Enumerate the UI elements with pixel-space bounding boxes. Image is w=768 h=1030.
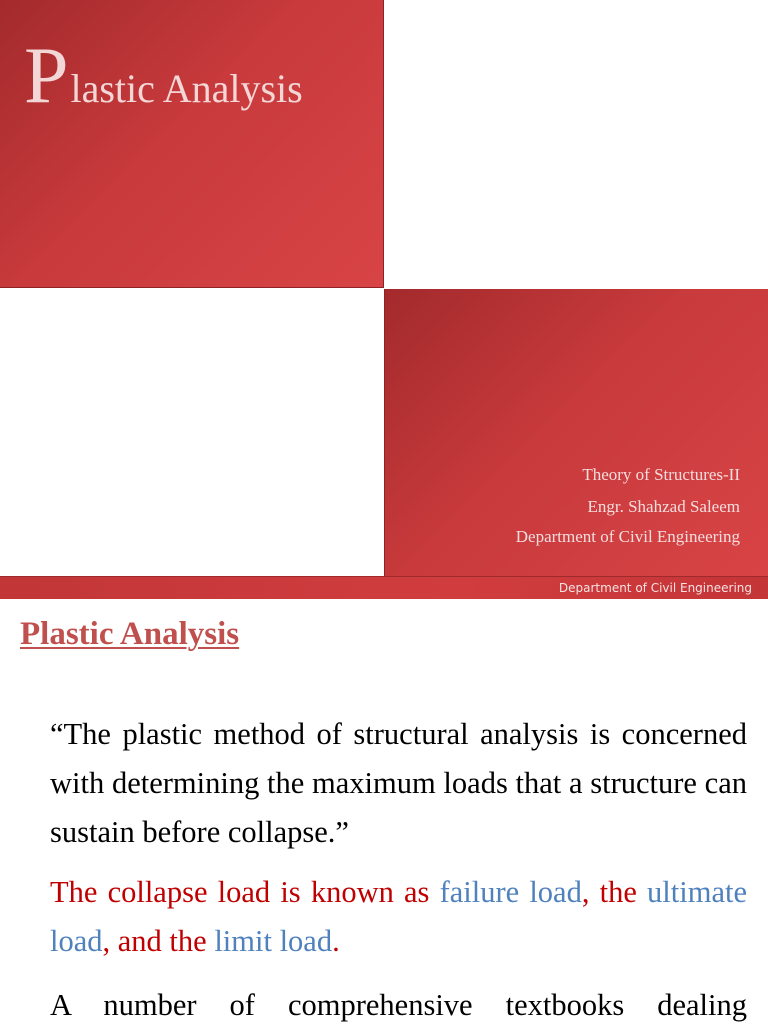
p2-text: The collapse load is known as: [50, 875, 440, 909]
info-panel: [384, 289, 768, 576]
term-limit-load: limit load: [214, 924, 333, 958]
footer-department: Department of Civil Engineering: [558, 581, 752, 595]
p2-sep2: , and the: [102, 924, 215, 958]
textbooks-paragraph: A number of comprehensive textbooks dealing: [50, 988, 747, 1022]
slide-title: [24, 32, 303, 120]
p2-sep1: , the: [581, 875, 648, 909]
definition-paragraph: “The plastic method of structural analysis is concerned with determining the maximum loads that a structure can sustain before collapse.”: [50, 717, 747, 849]
author-name: Engr. Shahzad Saleem: [587, 497, 740, 516]
course-name: Theory of Structures-II: [582, 465, 740, 484]
p2-end: .: [332, 924, 340, 958]
footer-band: [0, 576, 768, 599]
department-name: Department of Civil Engineering: [515, 527, 740, 546]
title-rest: lastic Analysis: [70, 66, 303, 111]
title-panel: [0, 0, 384, 288]
page-heading: Plastic Analysis: [20, 616, 240, 652]
title-initial: P: [24, 32, 69, 120]
term-ultimate-load: ultimate load: [50, 875, 747, 958]
collapse-load-paragraph: [50, 868, 747, 966]
term-failure-load: failure load: [439, 875, 582, 909]
